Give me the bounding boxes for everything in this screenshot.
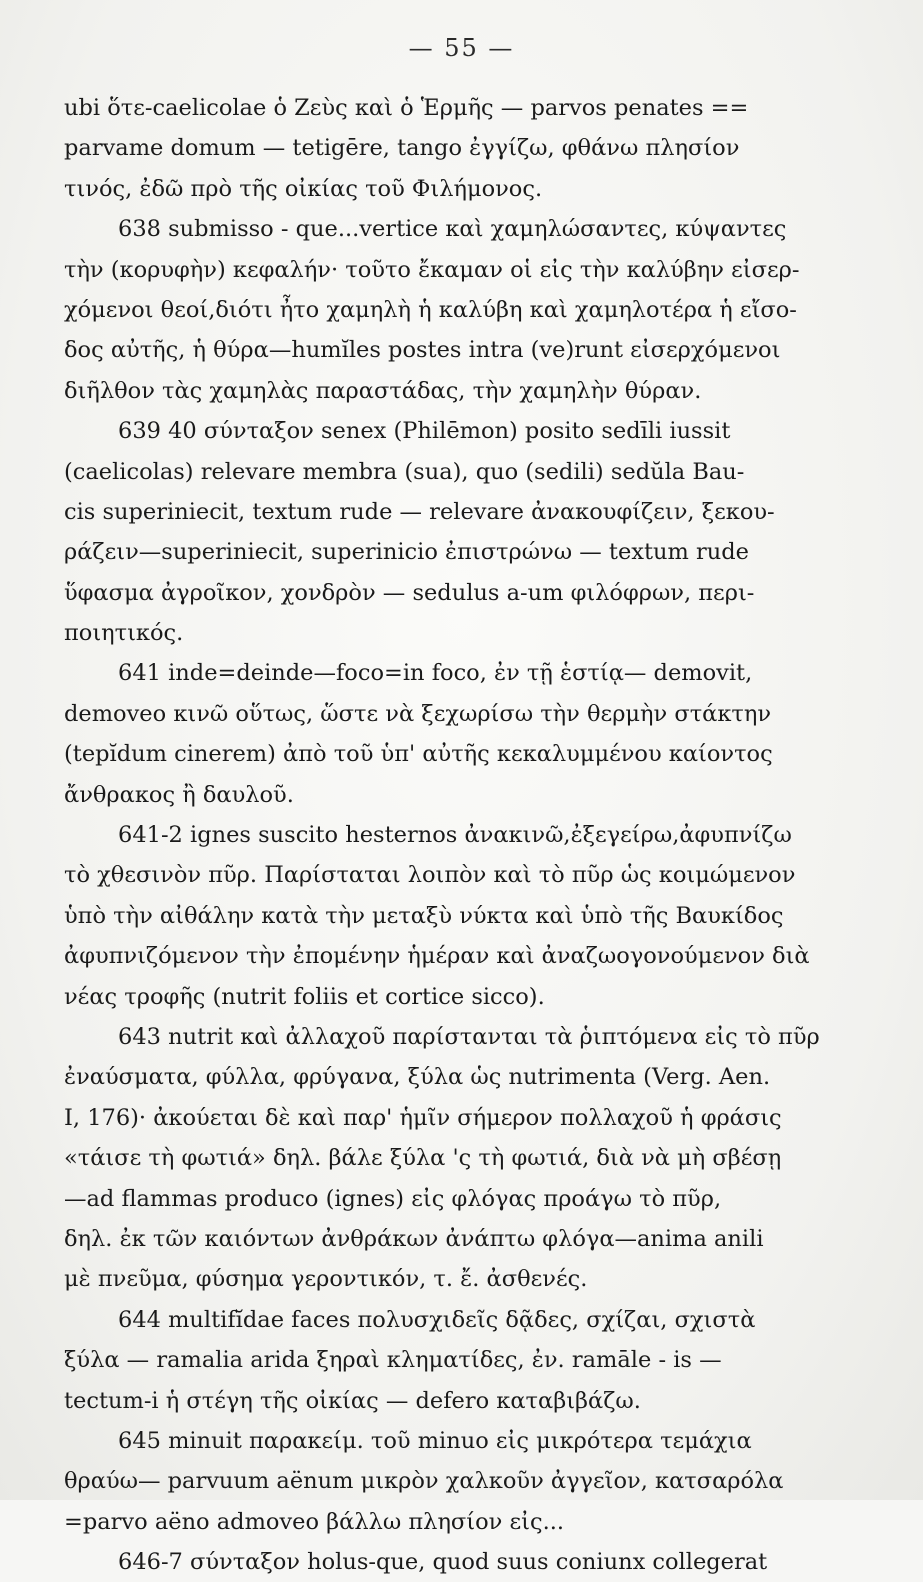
text-line: «τάισε τὴ φωτιά» δηλ. βάλε ξύλα 'ς τὴ φωτιά, διὰ νὰ μὴ σβέσῃ: [64, 1145, 782, 1172]
text-line: parvame domum — tetigēre, tango ἐγγίζω, φθάνω πλησίον: [64, 135, 740, 162]
text-line: ράζειν—superiniecit, superinicio ἐπιστρώνω — textum rude: [64, 539, 749, 566]
text-line: I, 176)· ἀκούεται δὲ καὶ παρ' ἡμῖν σήμερον πολλαχοῦ ἡ φράσις: [64, 1104, 782, 1131]
text-line: δηλ. ἐκ τῶν καιόντων ἀνθράκων ἀνάπτω φλόγα—anima anili: [64, 1225, 764, 1252]
text-line: 643 nutrit καὶ ἀλλαχοῦ παρίστανται τὰ ῥιπτόμενα εἰς τὸ πῦρ: [118, 1023, 820, 1050]
text-line: ἐναύσματα, φύλλα, φρύγανα, ξύλα ὡς nutrimenta (Verg. Aen.: [64, 1064, 771, 1091]
text-line: (caelicolas) relevare membra (sua), quo (sedili) sedŭla Bau-: [64, 458, 745, 485]
text-line: ὑπὸ τὴν αἰθάλην κατὰ τὴν μεταξὺ νύκτα καὶ ὑπὸ τῆς Βαυκίδος: [64, 902, 784, 929]
text-line: χόμενοι θεοί,διότι ἦτο χαμηλὴ ἡ καλύβη καὶ χαμηλοτέρα ἡ εἴσο-: [64, 296, 797, 323]
text-line: τινός, ἐδῶ πρὸ τῆς οἰκίας τοῦ Φιλήμονος.: [64, 175, 543, 202]
page-number: — 55 —: [408, 34, 515, 62]
text-line: δος αὐτῆς, ἡ θύρα—humĭles postes intra (ve)runt εἰσερχόμενοι: [64, 337, 781, 364]
text-line: tectum-i ἡ στέγη τῆς οἰκίας — defero καταβιβάζω.: [64, 1387, 641, 1414]
text-line: 638 submisso - que...vertice καὶ χαμηλώσαντες, κύψαντες: [118, 216, 787, 243]
text-line: =parvo aëno admoveo βάλλω πλησίον εἰς...: [64, 1508, 565, 1535]
text-line: 641-2 ignes suscito hesternos ἀνακινῶ,ἐξεγείρω,ἀφυπνίζω: [118, 822, 792, 849]
text-line: —ad flammas produco (ignes) εἰς φλόγας προάγω τὸ πῦρ,: [64, 1185, 722, 1212]
text-line: ἄνθρακος ἢ δαυλοῦ.: [64, 781, 294, 808]
text-line: μὲ πνεῦμα, φύσημα γεροντικόν, τ. ἔ. ἀσθενές.: [64, 1266, 588, 1293]
text-line: 646-7 σύνταξον holus-que, quod suus coniunx collegerat: [118, 1549, 768, 1576]
text-line: (tepĭdum cinerem) ἀπὸ τοῦ ὑπ' αὐτῆς κεκαλυμμένου καίοντος: [64, 741, 773, 768]
text-line: 645 minuit παρακείμ. τοῦ minuo εἰς μικρότερα τεμάχια: [118, 1427, 752, 1454]
commentary-text: [64, 88, 848, 1582]
text-line: τὸ χθεσινὸν πῦρ. Παρίσταται λοιπὸν καὶ τὸ πῦρ ὡς κοιμώμενον: [64, 862, 796, 889]
text-line: διῆλθον τὰς χαμηλὰς παραστάδας, τὴν χαμηλὴν θύραν.: [64, 377, 702, 404]
text-line: ποιητικός.: [64, 620, 184, 647]
text-line: 639 40 σύνταξον senex (Philēmon) posito sedīli iussit: [118, 418, 731, 445]
text-line: νέας τροφῆς (nutrit foliis et cortice sicco).: [64, 983, 545, 1010]
text-line: 644 multifĭdae faces πολυσχιδεῖς δᾷδες, σχίζαι, σχιστὰ: [118, 1306, 756, 1333]
text-line: ἀφυπνιζόμενον τὴν ἐπομένην ἡμέραν καὶ ἀναζωογονούμενον διὰ: [64, 943, 810, 970]
text-line: ὕφασμα ἀγροῖκον, χονδρὸν — sedulus a-um φιλόφρων, περι-: [64, 579, 755, 606]
text-line: demoveo κινῶ οὕτως, ὥστε νὰ ξεχωρίσω τὴν θερμὴν στάκτην: [64, 700, 772, 727]
text-line: ubi ὅτε-caelicolae ὁ Ζεὺς καὶ ὁ Ἑρμῆς — parvos penates ==: [64, 95, 749, 121]
text-line: 641 inde=deinde—foco=in foco, ἐν τῇ ἑστίᾳ— demovit,: [118, 660, 753, 687]
text-line: τὴν (κορυφὴν) κεφαλήν· τοῦτο ἔκαμαν οἱ εἰς τὴν καλύβην εἰσερ-: [64, 256, 800, 283]
text-line: θραύω— parvuum aënum μικρὸν χαλκοῦν ἀγγεῖον, κατσαρόλα: [64, 1468, 784, 1495]
text-line: cis superiniecit, textum rude — relevare ἀνακουφίζειν, ξεκου-: [64, 498, 775, 525]
text-line: ξύλα — ramalia arida ξηραὶ κληματίδες, ἐν. ramāle - is —: [64, 1347, 722, 1374]
